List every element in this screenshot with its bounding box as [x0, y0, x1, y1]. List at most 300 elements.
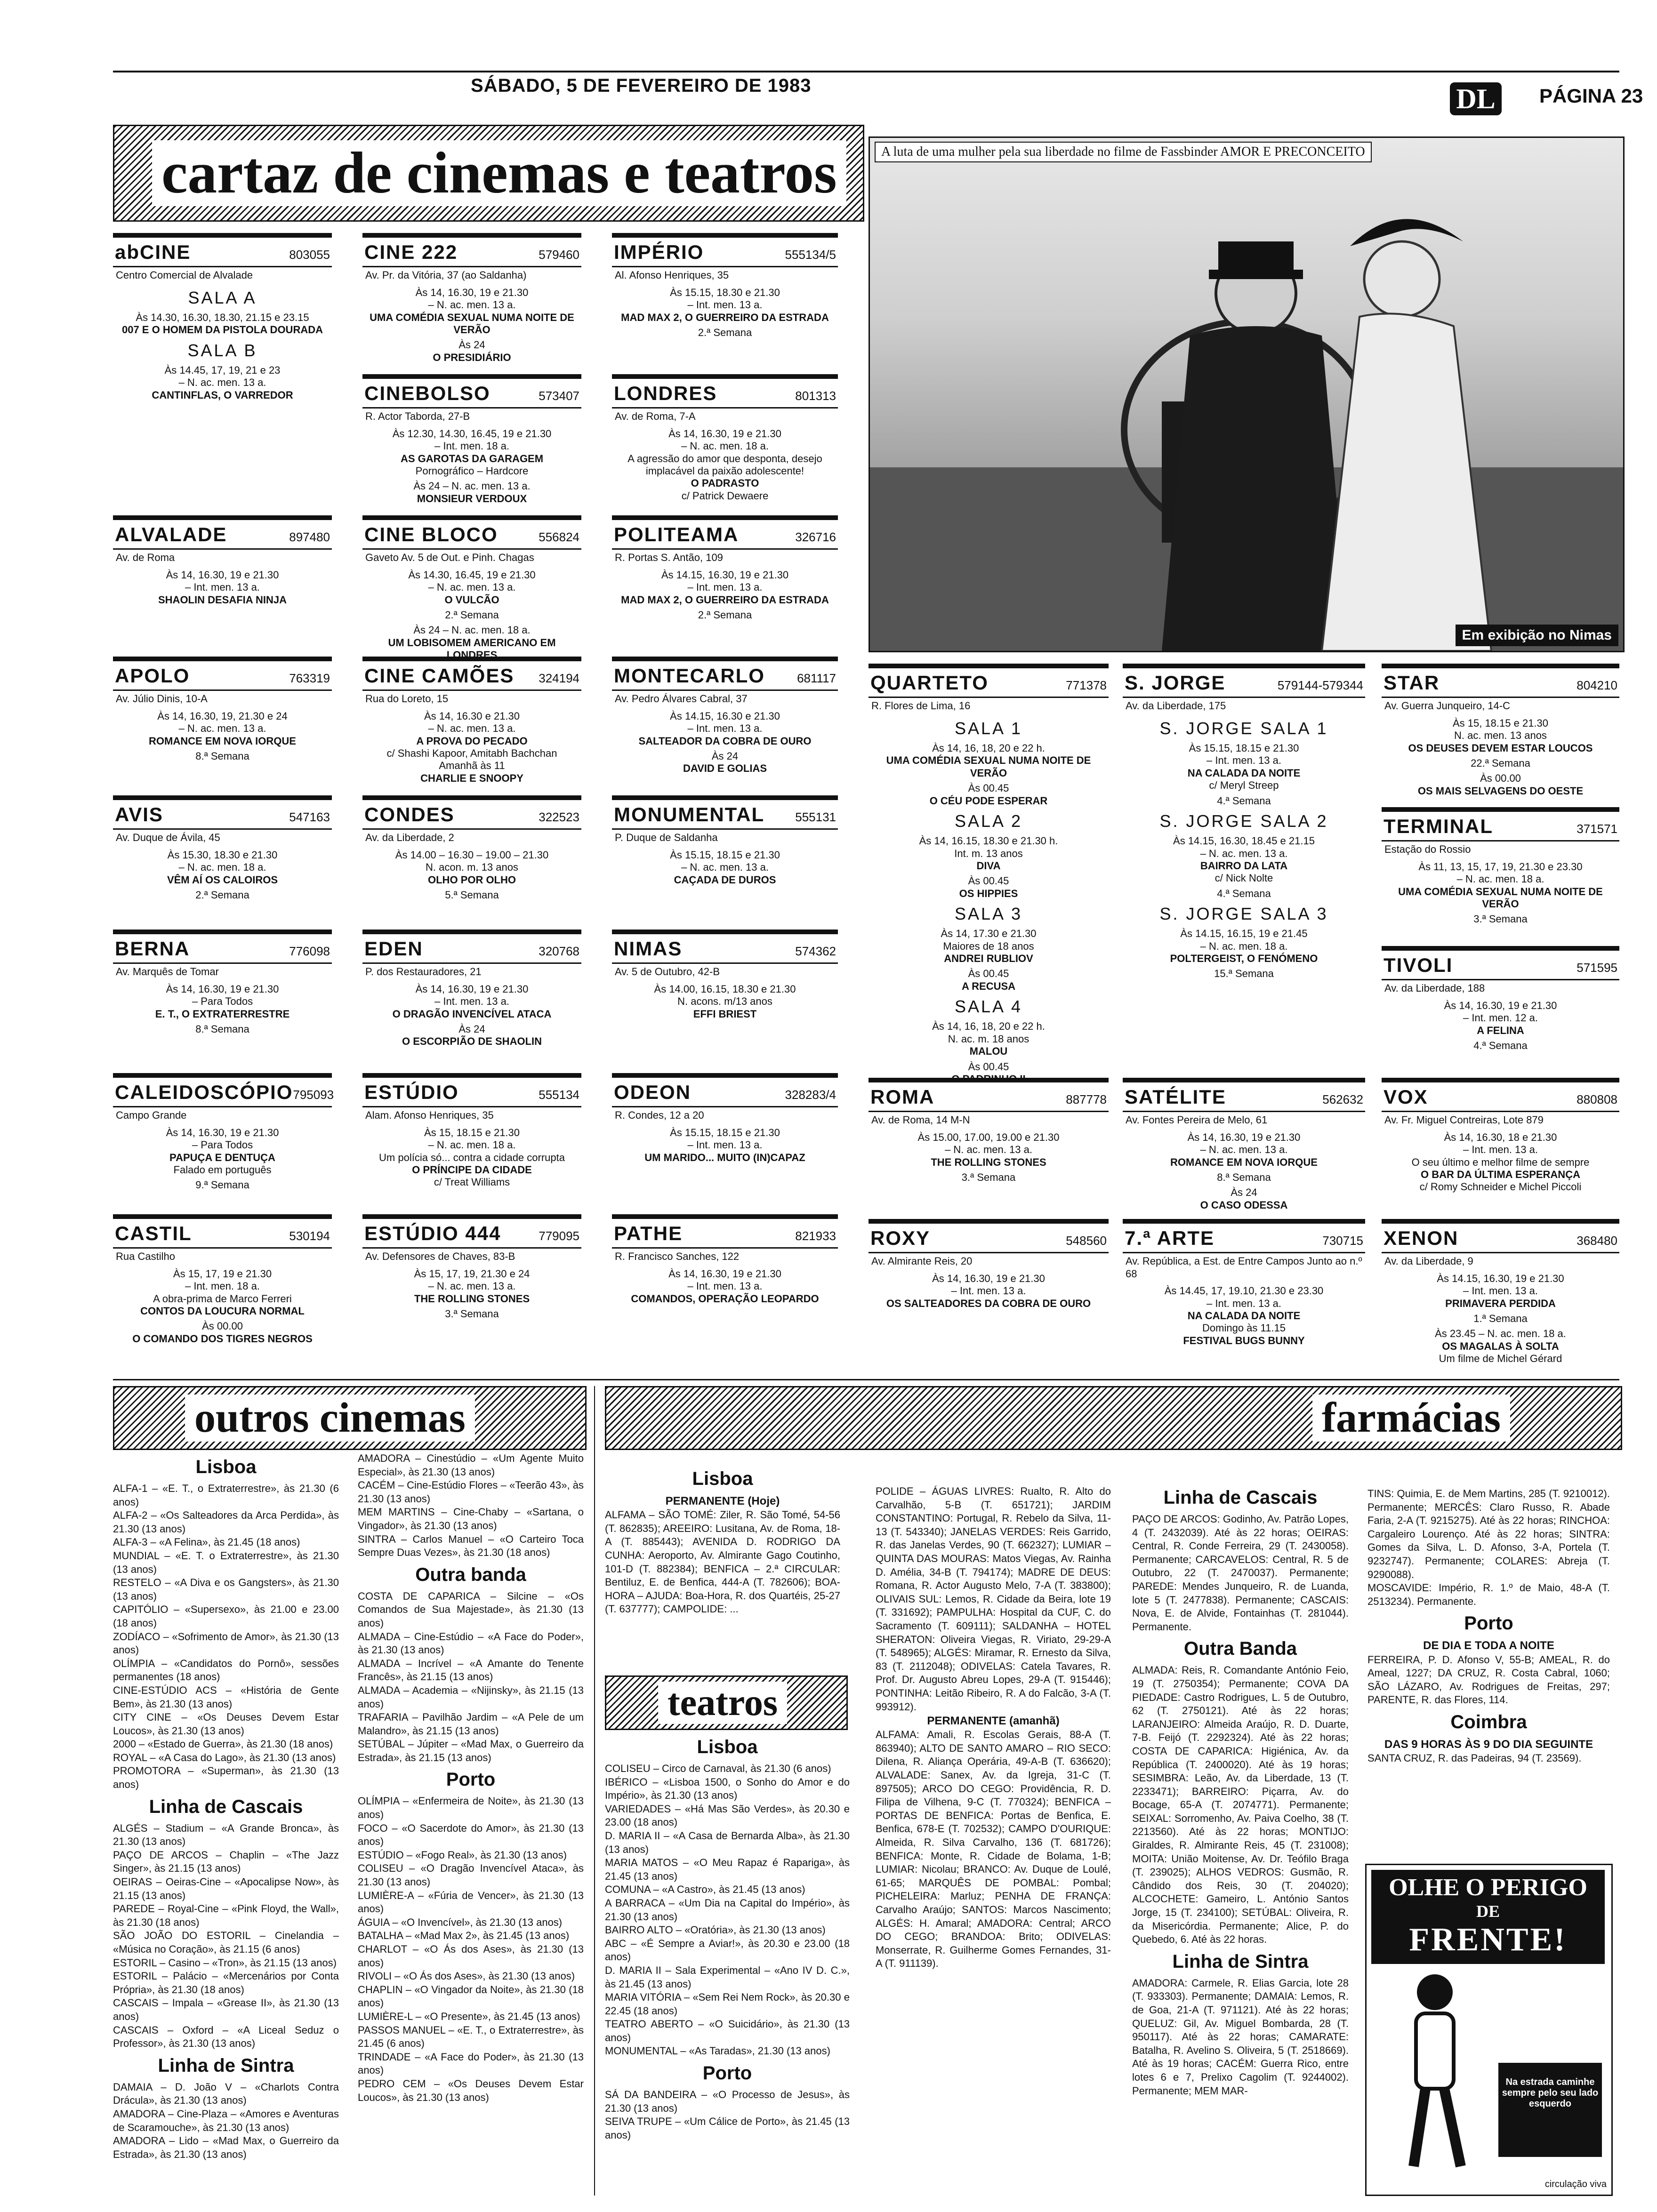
- listing-entry: PROMOTORA – «Superman», às 21.30 (13 anos): [113, 1765, 339, 1791]
- cinema-address: Av. Pr. da Vitória, 37 (ao Saldanha): [365, 269, 527, 281]
- section-heading: Linha de Sintra: [1172, 1951, 1309, 1972]
- cinema-header: [612, 934, 838, 964]
- cinema-header: [869, 1224, 1109, 1253]
- listing-entry: PAÇO DE ARCOS – Chaplin – «The Jazz Singer», às 21.15 (13 anos): [113, 1849, 339, 1875]
- cinema-phone: 555134: [539, 1088, 579, 1102]
- outros-title: outros cinemas: [185, 1395, 475, 1442]
- show-times: Às 14.00, 16.15, 18.30 e 21.30: [654, 983, 796, 995]
- week-count: 15.ª Semana: [1214, 968, 1274, 980]
- show-times: Às 14.30, 16.45, 19 e 21.30: [408, 569, 536, 581]
- cinema-card: [869, 1078, 1109, 1214]
- cinema-address: Av. Defensores de Chaves, 83-B: [365, 1250, 515, 1263]
- listing-entry: ESTORIL – Palácio – «Mercenários por Conta Própria», às 21.30 (18 anos): [113, 1970, 339, 1996]
- showing-line: – Int. men. 13 a.: [434, 995, 509, 1008]
- listing-entry: SÁ DA BANDEIRA – «O Processo de Jesus», às 21.30 (13 anos): [605, 2089, 850, 2114]
- showing-line: – N. ac. men. 13 a.: [428, 1280, 516, 1292]
- cinema-address: R. Actor Taborda, 27-B: [365, 410, 470, 423]
- cinema-header: [1382, 668, 1619, 698]
- cinema-header: [869, 668, 1109, 698]
- listing-entry: COLISEU – «O Dragão Invencível Ataca», às 21.30 (13 anos): [358, 1862, 584, 1888]
- listing-entry: MUNDIAL – «E. T. o Extraterrestre», às 21.30 (13 anos): [113, 1549, 339, 1575]
- cinema-card: [612, 515, 838, 654]
- cinema-card: [612, 233, 838, 372]
- newspaper-logo-icon: DL: [1450, 82, 1502, 115]
- cinema-phone: 880808: [1577, 1092, 1617, 1106]
- film-title: ROMANCE EM NOVA IORQUE: [149, 735, 296, 747]
- listing-entry: SINTRA – Carlos Manuel – «O Carteiro Toca Sempre Duas Vezes», às 21.30 (18 anos): [358, 1533, 584, 1559]
- cinema-address: Av. da Liberdade, 188: [1384, 982, 1485, 994]
- showing-line: – N. ac. men. 18 a.: [1200, 940, 1288, 952]
- listing-entry: FOCO – «O Sacerdote do Amor», às 21.30 (13 anos): [358, 1822, 584, 1848]
- cinema-name: MONUMENTAL: [614, 803, 765, 825]
- listing-entry: OLÍMPIA – «Candidatos do Pornô», sessões permanentes (18 anos): [113, 1657, 339, 1683]
- film-title: MONSIEUR VERDOUX: [417, 492, 527, 505]
- show-times: Às 14, 16.30, 19 e 21.30: [932, 1272, 1045, 1284]
- showing-line: – N. ac. men. 13 a.: [1200, 1144, 1288, 1156]
- film-title: OS MAGALAS À SOLTA: [1442, 1340, 1559, 1352]
- listing-entry: LUMIÈRE-L – «O Presente», às 21.45 (13 anos): [358, 2010, 580, 2022]
- ad-headline-2: DE: [1476, 1902, 1500, 1921]
- showing-line: – N. ac. men. 13 a.: [178, 722, 266, 735]
- week-count: 2.ª Semana: [195, 889, 249, 901]
- film-title: CONTOS DA LOUCURA NORMAL: [140, 1305, 305, 1317]
- cinema-header: [612, 520, 838, 550]
- film-title: THE ROLLING STONES: [931, 1156, 1046, 1168]
- film-title: OS MAIS SELVAGENS DO OESTE: [1417, 785, 1584, 797]
- cinema-address: Av. da Liberdade, 9: [1384, 1255, 1473, 1267]
- show-times: Às 14, 16.30, 19 e 21.30: [668, 1267, 781, 1280]
- show-times: Às 15, 18.15 e 21.30: [424, 1126, 520, 1138]
- show-times: Às 14, 16.30, 19 e 21.30: [166, 983, 279, 995]
- cinema-address: P. dos Restauradores, 21: [365, 966, 482, 978]
- listing-entry: MEM MARTINS – Cine-Chaby – «Sartana, o Vingador», às 21.30 (13 anos): [358, 1506, 584, 1531]
- show-times: Às 14.00 – 16.30 – 19.00 – 21.30: [395, 849, 549, 861]
- film-title: O ESCORPIÃO DE SHAOLIN: [402, 1035, 542, 1048]
- showing-line: c/ Shashi Kapoor, Amitabh Bachchan: [386, 747, 557, 759]
- cinema-address: Av. da Liberdade, 175: [1126, 700, 1226, 712]
- section-subheading: DE DIA E TODA A NOITE: [1423, 1639, 1554, 1652]
- cinema-name: SATÉLITE: [1125, 1086, 1226, 1108]
- show-times: Às 14, 16.30, 19 e 21.30: [166, 569, 279, 581]
- cinema-name: CONDES: [364, 803, 455, 825]
- cinema-phone: 579460: [539, 248, 579, 262]
- showing-line: – N. ac. men. 18 a.: [178, 861, 266, 874]
- show-times: Às 15, 17, 19 e 21.30: [173, 1267, 272, 1280]
- film-title: THE ROLLING STONES: [414, 1292, 530, 1305]
- listing-entry: ALFA-1 – «E. T., o Extraterrestre», às 21.30 (6 anos): [113, 1483, 339, 1508]
- cinema-card: [1382, 807, 1619, 946]
- cinema-address: Av. Fontes Pereira de Melo, 61: [1126, 1114, 1268, 1126]
- listing-entry: CINE-ESTÚDIO ACS – «História de Gente Bem», às 21.30 (13 anos): [113, 1684, 339, 1710]
- showing-line: Um filme de Michel Gérard: [1439, 1353, 1562, 1365]
- cinema-phone: 574362: [795, 944, 836, 958]
- show-times: Às 00.45: [968, 968, 1009, 980]
- listing-entry: MONUMENTAL – «As Taradas», 21.30 (13 anos): [605, 2045, 830, 2057]
- show-times: Às 14, 16.30, 19 e 21.30: [415, 286, 529, 298]
- week-count: 3.ª Semana: [961, 1171, 1016, 1183]
- cinema-name: STAR: [1384, 672, 1440, 694]
- cinema-address: R. Condes, 12 a 20: [615, 1109, 704, 1122]
- cinema-phone: 771378: [1066, 678, 1107, 692]
- showing-line: – Int. men. 18 a.: [185, 1280, 260, 1292]
- listing-entry: ESTORIL – Casino – «Tron», às 21.15 (13 anos): [113, 1956, 337, 1969]
- show-times: Às 24: [458, 1023, 485, 1035]
- cinema-name: CINE BLOCO: [364, 523, 498, 545]
- week-count: 2.ª Semana: [698, 326, 752, 338]
- show-times: Às 15, 17, 19, 21.30 e 24: [414, 1267, 530, 1280]
- film-title: CAÇADA DE DUROS: [674, 874, 776, 886]
- cinema-card: [1382, 664, 1619, 805]
- cinema-phone: 555134/5: [785, 248, 836, 262]
- listing-entry: TEATRO ABERTO – «O Suicidário», às 21.30 (13 anos): [605, 2018, 850, 2044]
- showing-line: – Int. men. 13 a.: [687, 722, 763, 735]
- listing-entry: PAREDE – Royal-Cine – «Pink Floyd, the Wall», às 21.30 (18 anos): [113, 1903, 339, 1928]
- film-title: PRIMAVERA PERDIDA: [1445, 1297, 1556, 1309]
- cinema-card: [362, 374, 581, 513]
- cinema-phone: 763319: [289, 671, 330, 685]
- showing-line: – N. ac. men. 13 a.: [428, 581, 516, 593]
- show-times: Às 14.45, 17, 19, 21 e 23: [164, 364, 281, 376]
- showing-line: – Int. men. 13 a.: [1463, 1285, 1538, 1297]
- ad-headline-3: FRENTE!: [1409, 1922, 1567, 1958]
- film-title: SHAOLIN DESAFIA NINJA: [158, 593, 287, 606]
- cinema-address: Av. Pedro Álvares Cabral, 37: [615, 693, 748, 705]
- cinema-card: [1382, 1078, 1619, 1214]
- show-times: Às 14, 16.30, 19 e 21.30: [668, 427, 781, 440]
- ad-headline-box: [1371, 1870, 1605, 1964]
- cinema-phone: 821933: [795, 1229, 836, 1243]
- cinema-address: Av. Fr. Miguel Contreiras, Lote 879: [1384, 1114, 1544, 1126]
- section-heading: Outra Banda: [1183, 1638, 1297, 1659]
- section-heading: Lisboa: [697, 1737, 758, 1757]
- showing-line: – Int. men. 13 a.: [687, 1139, 763, 1151]
- cinema-card: [362, 515, 581, 661]
- film-title: O PADRASTO: [691, 477, 759, 489]
- cinema-address: Campo Grande: [116, 1109, 187, 1122]
- photo-badge: Em exibição no Nimas: [1456, 625, 1618, 646]
- showing-line: N. acon. m. 13 anos: [426, 861, 518, 874]
- cinema-name: ROXY: [870, 1227, 931, 1249]
- cinema-phone: 804210: [1577, 678, 1617, 692]
- show-times: Às 00.45: [968, 782, 1009, 794]
- cinema-address: R. Francisco Sanches, 122: [615, 1250, 740, 1263]
- show-times: Às 24 – N. ac. men. 13 a.: [413, 480, 531, 492]
- show-times: Às 14.30, 16.30, 18.30, 21.15 e 23.15: [136, 311, 309, 323]
- film-title: O COMANDO DOS TIGRES NEGROS: [132, 1332, 313, 1345]
- show-times: Às 14.15, 16.30, 19 e 21.30: [1437, 1272, 1564, 1284]
- cinema-header: [612, 238, 838, 267]
- listing-entry: CAPITÓLIO – «Supersexo», às 21.00 e 23.00 (18 anos): [113, 1603, 339, 1629]
- cinema-address: R. Flores de Lima, 16: [871, 700, 971, 712]
- cinema-phone: 548560: [1066, 1234, 1107, 1248]
- pedestrian-icon: [1376, 1969, 1494, 2176]
- show-times: Às 14, 17.30 e 21.30: [941, 928, 1037, 940]
- film-title: EFFI BRIEST: [693, 1008, 757, 1020]
- cinema-phone: 571595: [1577, 961, 1617, 975]
- show-times: Às 24: [458, 339, 485, 351]
- week-count: 3.ª Semana: [1473, 913, 1528, 925]
- week-count: 8.ª Semana: [1217, 1171, 1271, 1183]
- cinema-name: MONTECARLO: [614, 665, 765, 687]
- cinema-header: [1382, 812, 1619, 842]
- farmacias-title: farmácias: [1312, 1395, 1510, 1442]
- cinema-card: [113, 657, 332, 793]
- cinema-phone: 562632: [1322, 1092, 1363, 1106]
- film-title: VÊM AÍ OS CALOIROS: [167, 874, 278, 886]
- farmacias-banner: [605, 1386, 1622, 1450]
- film-title: UMA COMÉDIA SEXUAL NUMA NOITE DE VERÃO: [1398, 885, 1603, 910]
- showing-line: A agressão do amor que desponta, desejo implacável da paixão adolescente!: [627, 452, 822, 477]
- week-count: 4.ª Semana: [1217, 887, 1271, 899]
- show-times: Às 14, 16, 18, 20 e 22 h.: [932, 1020, 1045, 1033]
- week-count: 9.ª Semana: [195, 1179, 249, 1191]
- cinema-card: [612, 1214, 838, 1374]
- cinema-name: ALVALADE: [115, 523, 227, 545]
- cinema-phone: 776098: [289, 944, 330, 958]
- film-title: NA CALADA DA NOITE: [1187, 767, 1301, 779]
- section-subheading: PERMANENTE (Hoje): [665, 1495, 780, 1507]
- listing-entry: BAIRRO ALTO – «Oratória», às 21.30 (13 anos): [605, 1924, 826, 1936]
- film-title: NA CALADA DA NOITE: [1187, 1309, 1301, 1322]
- sala-label: SALA 3: [954, 904, 1023, 924]
- show-times: Às 14, 16.30, 19 e 21.30: [1187, 1131, 1301, 1143]
- showing-line: – Int. men. 13 a.: [951, 1285, 1026, 1297]
- cinema-address: Centro Comercial de Alvalade: [116, 269, 253, 281]
- cinema-phone: 573407: [539, 389, 579, 403]
- listing-entry: PASSOS MANUEL – «E. T., o Extraterrestre», às 21.45 (6 anos): [358, 2024, 584, 2050]
- film-photo: [869, 136, 1625, 652]
- showing-line: – N. ac. men. 13 a.: [178, 377, 266, 389]
- cinema-card: [612, 374, 838, 513]
- cinema-phone: 897480: [289, 530, 330, 544]
- cinema-name: VOX: [1384, 1086, 1428, 1108]
- film-title: O CASO ODESSA: [1200, 1199, 1288, 1211]
- show-times: Às 14.15, 16.30, 19 e 21.30: [661, 569, 789, 581]
- section-divider: [113, 1379, 1619, 1380]
- cinema-card: [362, 930, 581, 1071]
- show-times: Às 24 – N. ac. men. 18 a.: [413, 624, 531, 636]
- showing-line: N. acons. m/13 anos: [677, 995, 772, 1008]
- listing-entry: COLISEU – Circo de Carnaval, às 21.30 (6 anos): [605, 1763, 831, 1774]
- film-title: O PRESIDIÁRIO: [433, 351, 511, 363]
- cinema-address: Av. de Roma, 14 M-N: [871, 1114, 970, 1126]
- cinema-address: Av. de Roma, 7-A: [615, 410, 696, 423]
- film-title: UM LOBISOMEM AMERICANO EM LONDRES: [388, 636, 556, 661]
- week-count: 8.ª Semana: [195, 1023, 249, 1035]
- show-times: Às 24: [1231, 1186, 1257, 1199]
- cinema-address: Av. Almirante Reis, 20: [871, 1255, 973, 1267]
- outros-column-2: [358, 1452, 584, 2104]
- showing-line: – Int. men. 13 a.: [1207, 1297, 1281, 1309]
- listing-entry: MARIA MATOS – «O Meu Rapaz é Rapariga», às 21.45 (13 anos): [605, 1857, 850, 1882]
- cinema-phone: 795093: [293, 1088, 334, 1102]
- section-heading: Linha de Cascais: [149, 1796, 303, 1817]
- week-count: 8.ª Semana: [195, 750, 249, 762]
- cinema-header: [113, 1219, 332, 1249]
- showing-line: c/ Meryl Streep: [1209, 779, 1279, 792]
- cinema-phone: 556824: [539, 530, 579, 544]
- cinema-name: CASTIL: [115, 1222, 192, 1244]
- cinema-address: Av. Duque de Ávila, 45: [116, 832, 220, 844]
- sala-label: SALA A: [188, 288, 257, 307]
- cinema-header: [362, 238, 581, 267]
- show-times: Às 14, 16.30, 18 e 21.30: [1444, 1131, 1557, 1143]
- cinema-address: Gaveto Av. 5 de Out. e Pinh. Chagas: [365, 552, 534, 564]
- show-times: Às 12.30, 14.30, 16.45, 19 e 21.30: [392, 427, 552, 440]
- section-heading: Lisboa: [692, 1468, 753, 1489]
- week-count: 3.ª Semana: [445, 1307, 499, 1320]
- showing-line: – Int. men. 13 a.: [185, 581, 260, 593]
- cinema-card: [612, 657, 838, 793]
- listing-entry: ESTÚDIO – «Fogo Real», às 21.30 (13 anos): [358, 1849, 567, 1861]
- cinema-name: APOLO: [115, 665, 190, 687]
- listing-entry: RESTELO – «A Diva e os Gangsters», às 21.30 (13 anos): [113, 1577, 339, 1602]
- cinema-address: Rua do Loreto, 15: [365, 693, 449, 705]
- showing-line: – N. ac. men. 13 a.: [681, 861, 769, 874]
- showing-line: – Int. men. 18 a.: [434, 440, 509, 452]
- farmacias-column-3: [1132, 1483, 1349, 2098]
- showing-line: Amanhã às 11: [439, 760, 505, 772]
- film-title: O PADRINHO II: [951, 1073, 1026, 1085]
- show-times: Às 15.15, 18.15 e 21.30: [1189, 742, 1299, 754]
- listing-entry: TINS: Quimia, E. de Mem Martins, 285 (T. 9210012). Permanente; MERCÊS: Claro Russo, R. Abade Faria, 2-A (T. 9215275). Até às 22 horas; RINCHOA: Cargaleiro Lourenço. Até às 22 horas; SINTRA: Gomes da Silva, L. D. Afonso, 3-A, Portela (T. 9232747). Permanente; COLARES: Abreja (T. 9290088).: [1367, 1488, 1610, 1580]
- showing-line: – Int. men. 13 a.: [687, 299, 763, 311]
- cinema-card: [1123, 664, 1365, 1073]
- cinema-header: [113, 238, 332, 267]
- film-title: COMANDOS, OPERAÇÃO LEOPARDO: [631, 1292, 819, 1305]
- film-title: BAIRRO DA LATA: [1200, 859, 1288, 872]
- cinema-address: R. Portas S. Antão, 109: [615, 552, 723, 564]
- showing-line: – Int. men. 13 a.: [687, 581, 763, 593]
- cinema-name: POLITEAMA: [614, 523, 739, 545]
- cinema-phone: 681117: [797, 671, 836, 685]
- sala-label: S. JORGE SALA 3: [1159, 904, 1328, 924]
- ad-footer: circulação viva: [1544, 2179, 1607, 2189]
- cinema-name: abCINE: [115, 241, 191, 263]
- listing-entry: ALFAMA – SÃO TOMÉ: Ziler, R. São Tomé, 54-56 (T. 862835); AREEIRO: Lusitana, Av. de Roma, 18-A (T. 885443); AVENIDA D. RODRIGO DA CUNHA: Aeroporto, Av. Almirante Gago Coutinho, 101-D (T. 882384); BENFICA – 2.ª CIRCULAR: Bentiluz, E. de Benfica, 444-A (T. 782606); BOA-HORA – AJUDA: Boa-Hora, R. dos Quartéis, 25-27 (T. 637777); CAMPOLIDE: ...: [605, 1509, 840, 1615]
- cinema-header: [362, 934, 581, 964]
- show-times: Às 15.30, 18.30 e 21.30: [167, 849, 278, 861]
- sala-label: SALA B: [187, 340, 257, 360]
- listing-entry: D. MARIA II – «A Casa de Bernarda Alba», às 21.30 (13 anos): [605, 1829, 850, 1855]
- week-count: 2.ª Semana: [698, 609, 752, 621]
- film-title: O CÉU PODE ESPERAR: [929, 794, 1048, 807]
- showing-line: – N. ac. men. 18 a.: [1456, 873, 1544, 885]
- listing-entry: AMADORA – Lido – «Mad Max, o Guerreiro da Estrada», às 21.30 (13 anos): [113, 2135, 339, 2160]
- cinema-header: [1382, 1082, 1619, 1112]
- showing-line: – Int. men. 13 a.: [687, 1280, 763, 1292]
- cinema-name: CINEBOLSO: [364, 382, 491, 404]
- cinema-header: [362, 800, 581, 830]
- section-subheading: PERMANENTE (amanhã): [927, 1715, 1060, 1728]
- film-title: POLTERGEIST, O FENÓMENO: [1170, 953, 1318, 965]
- cinema-header: [612, 1219, 838, 1249]
- listing-entry: SANTA CRUZ, R. das Padeiras, 94 (T. 23569).: [1367, 1752, 1582, 1764]
- showing-line: – N. ac. men. 13 a.: [1200, 847, 1288, 859]
- film-title: A FELINA: [1477, 1024, 1524, 1036]
- farmacias-column-1: [605, 1464, 840, 1616]
- listing-entry: ALFA-3 – «A Felina», às 21.45 (18 anos): [113, 1536, 300, 1548]
- listing-entry: SÃO JOÃO DO ESTORIL – Cinelandia – «Música no Coração», às 21.15 (6 anos): [113, 1930, 339, 1955]
- cinema-header: [612, 661, 838, 691]
- showing-line: – N. ac. men. 13 a.: [428, 722, 516, 735]
- week-count: 5.ª Semana: [445, 889, 499, 901]
- film-title: CHARLIE E SNOOPY: [420, 772, 523, 784]
- showing-line: – Para Todos: [192, 995, 253, 1008]
- cinema-name: NIMAS: [614, 938, 683, 960]
- show-times: Às 14, 16.30, 19 e 21.30: [1444, 999, 1557, 1011]
- section-heading: Linha de Sintra: [158, 2055, 294, 2076]
- listing-entry: ÁGUIA – «O Invencível», às 21.30 (13 anos): [358, 1916, 563, 1928]
- show-times: Às 00.45: [968, 875, 1009, 887]
- cartaz-banner: [113, 125, 864, 222]
- cinema-phone: 801313: [795, 389, 836, 403]
- cinema-card: [612, 930, 838, 1071]
- listing-entry: SEIVA TRUPE – «Um Cálice de Porto», às 21.45 (13 anos): [605, 2116, 850, 2141]
- listing-entry: ALMADA – Cine-Estúdio – «A Face do Poder», às 21.30 (13 anos): [358, 1630, 584, 1656]
- show-times: Às 15.15, 18.15 e 21.30: [670, 849, 780, 861]
- cinema-phone: 371571: [1577, 822, 1617, 836]
- listing-entry: ALFAMA: Amali, R. Escolas Gerais, 88-A (T. 863940); ALTO DE SANTO AMARO – RIO SECO: Dilena, R. Aliança Operária, 49-A-B (T. 636620); ALVALADE: Sanex, Av. da Igreja, 31-C (T. 897505); ARCO DO CEGO: Providência, R. D. Filipa de Vilhena, 9-C (T. 770324); BENFICA – PORTAS DE BENFICA: Portas de Benfica, E. Benfica, 678-E (T. 702532); CAMPO D'OURIQUE: Almeida, R. Silva Carvalho, 136 (T. 681726); BENFICA: Monte, R. Cidade de Bolama, 1-B; LUMIAR: Nicolau; BRANCO: Av. Duque de Loulé, 61-65; MARQUÊS DE POMBAL: Pombal; PICHELEIRA: Marluz; PENHA DE FRANÇA: Carvalho Araújo; SANTOS: Marcos Nascimento; ALGÉS: H. Amaral; AMADORA: Central; ARCO DO CEGO; BRANDOA: Brito; ODIVELAS: Monserrate, R. Guilherme Gomes Fernandes, 31-A (T. 911139).: [876, 1729, 1111, 1970]
- listing-entry: D. MARIA II – Sala Experimental – «Ano IV D. C.», às 21.45 (13 anos): [605, 1964, 850, 1990]
- cinema-address: Av. Marquês de Tomar: [116, 966, 219, 978]
- film-title: UM MARIDO... MUITO (IN)CAPAZ: [644, 1151, 805, 1163]
- cinema-header: [612, 379, 838, 409]
- ad-message: Na estrada caminhe sempre pelo seu lado esquerdo: [1498, 2063, 1602, 2157]
- film-title: MAD MAX 2, O GUERREIRO DA ESTRADA: [621, 593, 829, 606]
- sala-label: SALA 4: [954, 997, 1023, 1017]
- cinema-card: [113, 1214, 332, 1374]
- road-safety-ad: [1365, 1864, 1613, 2196]
- listing-entry: MARIA VITÓRIA – «Sem Rei Nem Rock», às 20.30 e 22.45 (18 anos): [605, 1991, 850, 2017]
- cinema-card: [362, 657, 581, 793]
- listing-entry: ZODÍACO – «Sofrimento de Amor», às 21.30 (13 anos): [113, 1630, 339, 1656]
- cinema-phone: 803055: [289, 248, 330, 262]
- cinema-phone: 730715: [1322, 1234, 1363, 1248]
- sala-label: SALA 2: [954, 811, 1023, 831]
- cinema-header: [612, 1078, 838, 1107]
- cinema-name: CALEIDOSCÓPIO: [115, 1081, 293, 1103]
- cinema-card: [113, 930, 332, 1071]
- show-times: Às 14, 16.30, 19, 21.30 e 24: [157, 710, 288, 722]
- cinema-card: [113, 515, 332, 654]
- sala-label: SALA 1: [954, 718, 1023, 738]
- listing-entry: TRINDADE – «A Face do Poder», às 21.30 (13 anos): [358, 2051, 584, 2076]
- show-times: Às 14, 16.15, 18.30 e 21.30 h.: [919, 835, 1058, 847]
- cinema-card: [113, 1073, 332, 1212]
- show-times: Às 14.45, 17, 19.10, 21.30 e 23.30: [1164, 1285, 1324, 1297]
- section-heading: Lisboa: [195, 1457, 257, 1477]
- cinema-address: Alam. Afonso Henriques, 35: [365, 1109, 494, 1122]
- show-times: Às 23.45 – N. ac. men. 18 a.: [1435, 1328, 1566, 1340]
- cinema-header: [612, 800, 838, 830]
- cinema-phone: 320768: [539, 944, 579, 958]
- cinema-header: [113, 520, 332, 550]
- cinema-header: [1123, 1224, 1365, 1253]
- header-rule: [113, 71, 1619, 72]
- cinema-header: [1382, 951, 1619, 980]
- show-times: Às 15.15, 18.15 e 21.30: [670, 1126, 780, 1138]
- sala-label: S. JORGE SALA 2: [1159, 811, 1328, 831]
- listing-entry: PEDRO CEM – «Os Deuses Devem Estar Loucos», às 21.30 (13 anos): [358, 2077, 584, 2103]
- listing-entry: ALMADA – Academia – «Nijinsky», às 21.15 (13 anos): [358, 1684, 584, 1710]
- cinema-name: ODEON: [614, 1081, 692, 1103]
- listing-entry: CASCAIS – Impala – «Grease II», às 21.30 (13 anos): [113, 1997, 339, 2022]
- showing-line: c/ Nick Nolte: [1215, 872, 1273, 884]
- week-count: 2.ª Semana: [445, 609, 499, 621]
- film-title: UMA COMÉDIA SEXUAL NUMA NOITE DE VERÃO: [886, 754, 1091, 779]
- cinema-name: PATHE: [614, 1222, 683, 1244]
